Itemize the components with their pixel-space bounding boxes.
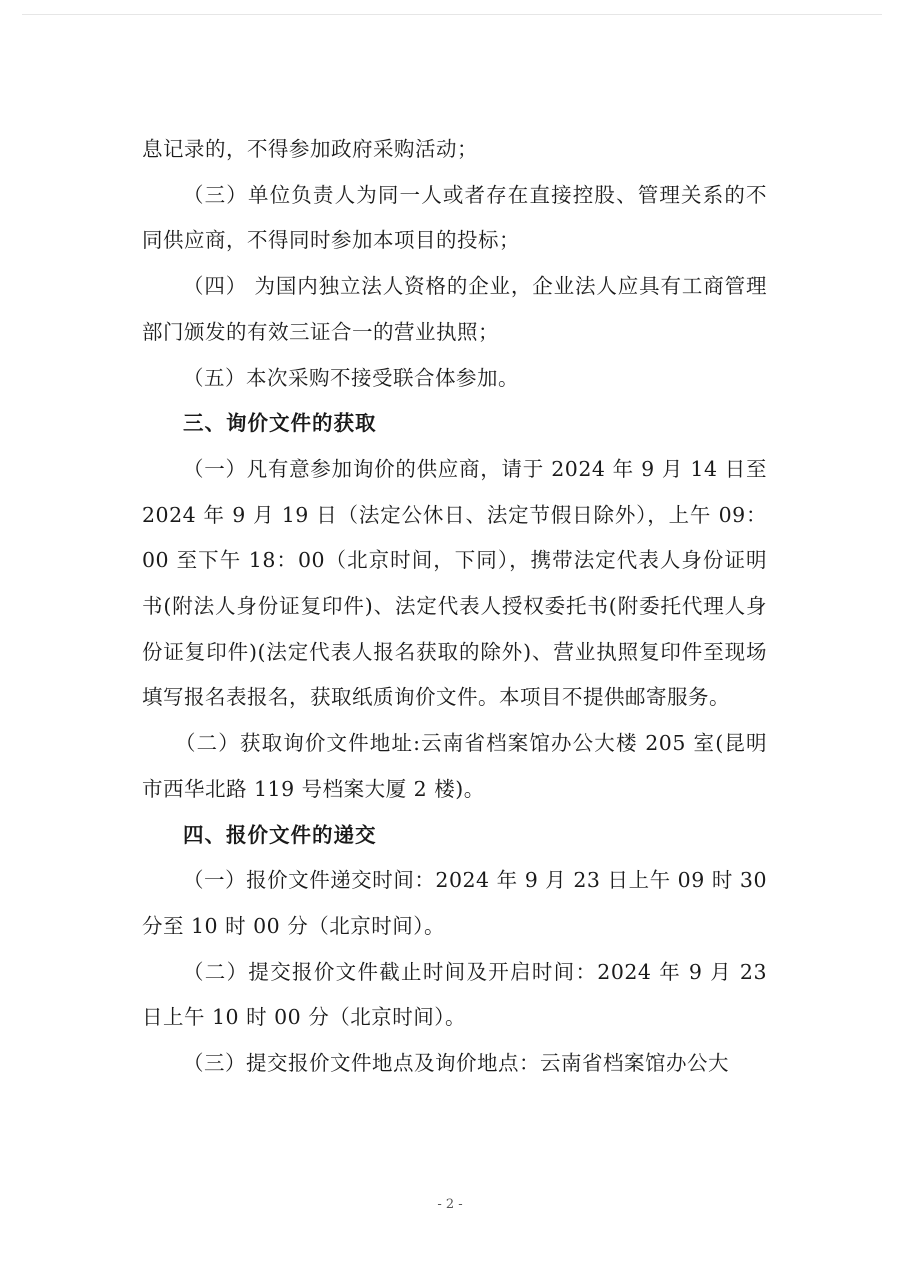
section-heading-4: 四、报价文件的递交 bbox=[183, 822, 377, 847]
paragraph-supplier-record-continuation: 息记录的，不得参加政府采购活动； bbox=[142, 137, 478, 161]
paragraph-requirement-4: （四） 为国内独立法人资格的企业，企业法人应具有工商管理部门颁发的有效三证合一的营业执照； bbox=[142, 274, 767, 344]
paragraph-submission-2: （二）提交报价文件截止时间及开启时间：2024 年 9 月 23 日上午 10 时 00 分（北京时间）。 bbox=[142, 959, 767, 1030]
paragraph-requirement-3: （三）单位负责人为同一人或者存在直接控股、管理关系的不同供应商，不得同时参加本项目的投标； bbox=[142, 182, 767, 253]
paragraph-acquisition-1: （一）凡有意参加询价的供应商，请于 2024 年 9 月 14 日至 2024 年 9 月 19 日（法定公休日、法定节假日除外），上午 09：00 至下午 18：00（北京时间，下同），携带法定代表人身份证明书(附法人身份证复印件)、法定代表人授权委托书(附委托代理人身份证复印件)(法定代表人报名获取的除外)、营业执照复印件至现场填写报名表报名，获取纸质询价文件。本项目不提供邮寄服务。 bbox=[142, 456, 767, 710]
paragraph-acquisition-2: （二）获取询价文件地址:云南省档案馆办公大楼 205 室(昆明市西华北路 119 号档案大厦 2 楼)。 bbox=[142, 731, 767, 801]
paragraph-submission-3: （三）提交报价文件地点及询价地点：云南省档案馆办公大 bbox=[183, 1051, 729, 1076]
document-body bbox=[142, 127, 767, 1087]
page-number: - 2 - bbox=[437, 1197, 463, 1212]
section-heading-3: 三、询价文件的获取 bbox=[183, 411, 377, 436]
paragraph-requirement-5: （五）本次采购不接受联合体参加。 bbox=[183, 365, 519, 390]
paragraph-submission-1: （一）报价文件递交时间：2024 年 9 月 23 日上午 09 时 30 分至 10 时 00 分（北京时间）。 bbox=[142, 868, 767, 938]
page-top-rule bbox=[22, 14, 882, 15]
